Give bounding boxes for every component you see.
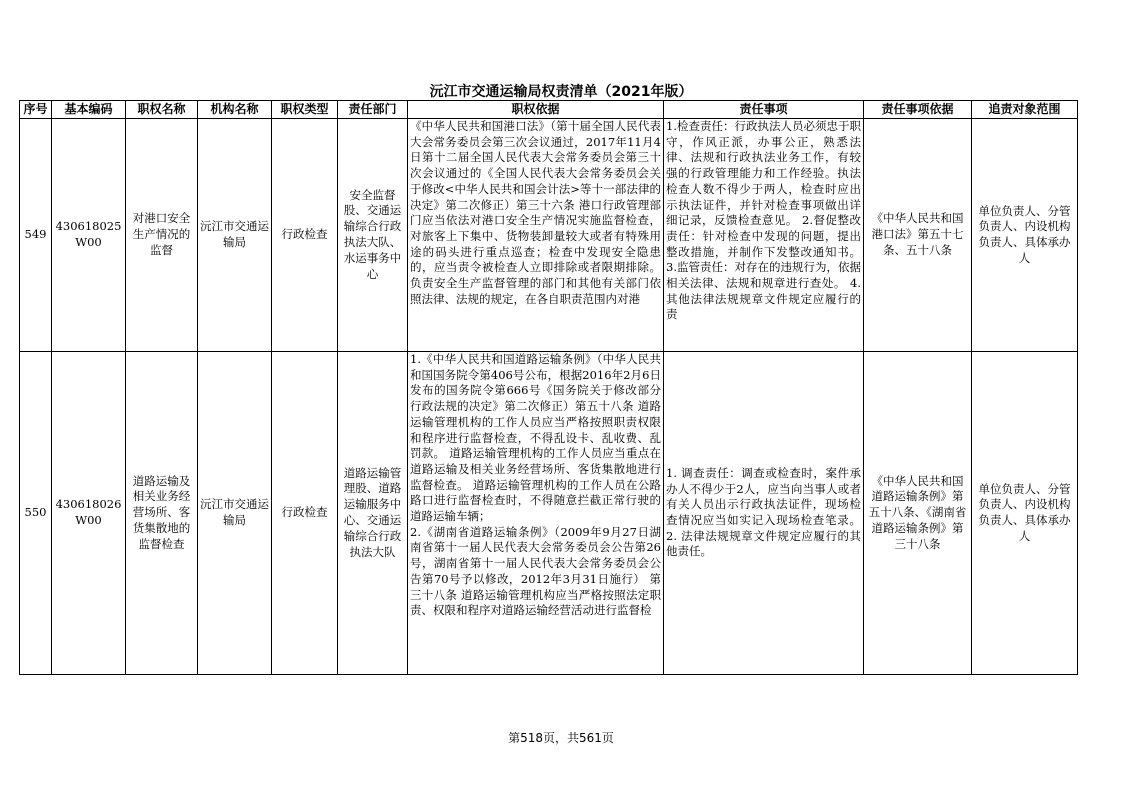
cell-code: 430618025W00 — [52, 119, 126, 352]
cell-basis-text: 1.《中华人民共和国道路运输条例》（中华人民共和国国务院令第406号公布，根据2016年2月6日发布的国务院令第666号《国务院关于修改部分行政法规的决定》第二次修正）第五十八条 道路运输管理机构的工作人员应当严格按照职责权限和程序进行监督检查，不得乱设卡、乱收费、乱罚款。 道路运输管理机构的工作人员应当重点在道路运输及相关业务经营场所、客货集散地进行监督检查。 道路运输管理机构的工作人员在公路路口进行监督检查时，不得随意拦截正常行驶的道路运输车辆； 2.《湖南省道路运输条例》（2009年9月27日湖南省第十一届人民代表大会常务委员会公告第26号，湖南省第十一届人民代表大会常务委员会公告第70号予以修改，2012年3月31日施行） 第三十八条 道路运输管理机构应当严格按照法定职责、权限和程序对道路运输经营活动进行监督检 — [410, 352, 661, 618]
header-name: 职权名称 — [126, 101, 198, 119]
cell-duty-basis: 《中华人民共和国港口法》第五十七条、五十八条 — [864, 119, 972, 352]
header-seq: 序号 — [20, 101, 52, 119]
responsibility-table — [19, 100, 1078, 675]
header-dept: 责任部门 — [338, 101, 408, 119]
cell-seq: 550 — [20, 352, 52, 675]
cell-accountable: 单位负责人、分管负责人、内设机构负责人、具体承办人 — [972, 119, 1078, 352]
header-row — [20, 101, 1078, 119]
cell-type: 行政检查 — [272, 352, 338, 675]
cell-duty: 1. 调查责任：调查或检查时，案件承办人不得少于2人，应当向当事人或者有关人员出示行政执法证件，现场检查情况应当如实记入现场检查笔录。 2. 法律法规规章文件规定应履行的其他责任。 — [664, 352, 864, 675]
header-accountable: 追责对象范围 — [972, 101, 1078, 119]
cell-name: 对港口安全生产情况的监督 — [126, 119, 198, 352]
cell-basis — [408, 119, 664, 352]
header-basis: 职权依据 — [408, 101, 664, 119]
cell-org: 沅江市交通运输局 — [198, 119, 272, 352]
cell-basis — [408, 352, 664, 675]
header-type: 职权类型 — [272, 101, 338, 119]
cell-duty — [664, 119, 864, 352]
cell-seq: 549 — [20, 119, 52, 352]
cell-type: 行政检查 — [272, 119, 338, 352]
table-row — [20, 352, 1078, 675]
cell-org: 沅江市交通运输局 — [198, 352, 272, 675]
cell-duty-basis: 《中华人民共和国道路运输条例》第五十八条、《湖南省道路运输条例》第三十八条 — [864, 352, 972, 675]
cell-basis-text: 《中华人民共和国港口法》（第十届全国人民代表大会常务委员会第三次会议通过，2017年11月4日第十二届全国人民代表大会常务委员会第三十次会议通过的《全国人民代表大会常务委员会关于修改<中华人民共和国会计法>等十一部法律的决定》第二次修正）第三十六条 港口行政管理部门应当依法对港口安全生产情况实施监督检查，对旅客上下集中、货物装卸量较大或者有特殊用途的码头进行重点巡查；检查中发现安全隐患的，应当责令被检查人立即排除或者限期排除。 负责安全生产监督管理的部门和其他有关部门依照法律、法规的规定，在各自职责范围内对港 — [410, 119, 661, 306]
cell-dept: 道路运输管理股、道路运输服务中心、交通运输综合行政执法大队 — [338, 352, 408, 675]
header-duty-basis: 责任事项依据 — [864, 101, 972, 119]
header-code: 基本编码 — [52, 101, 126, 119]
cell-name: 道路运输及相关业务经营场所、客货集散地的监督检查 — [126, 352, 198, 675]
page-number: 第518页，共561页 — [508, 731, 614, 745]
header-org: 机构名称 — [198, 101, 272, 119]
page-title: 沅江市交通运输局权责清单（2021年版） — [429, 84, 693, 100]
cell-dept: 安全监督股、交通运输综合行政执法大队、水运事务中心 — [338, 119, 408, 352]
cell-code: 430618026W00 — [52, 352, 126, 675]
cell-duty-text: 1.检查责任：行政执法人员必须忠于职守，作风正派，办事公正，熟悉法律、法规和行政执法业务工作，有较强的行政管理能力和工作经验。执法检查人数不得少于两人，检查时应出示执法证件，并针对检查事项做出详细记录，反馈检查意见。 2.督促整改责任：针对检查中发现的问题，提出整改措施，并制作下发整改通知书。 3.监管责任：对存在的违规行为，依据相关法律、法规和规章进行查处。 4.其他法律法规规章文件规定应履行的责 — [666, 119, 861, 322]
table-row — [20, 119, 1078, 352]
header-duty: 责任事项 — [664, 101, 864, 119]
cell-accountable: 单位负责人、分管负责人、内设机构负责人、具体承办人 — [972, 352, 1078, 675]
